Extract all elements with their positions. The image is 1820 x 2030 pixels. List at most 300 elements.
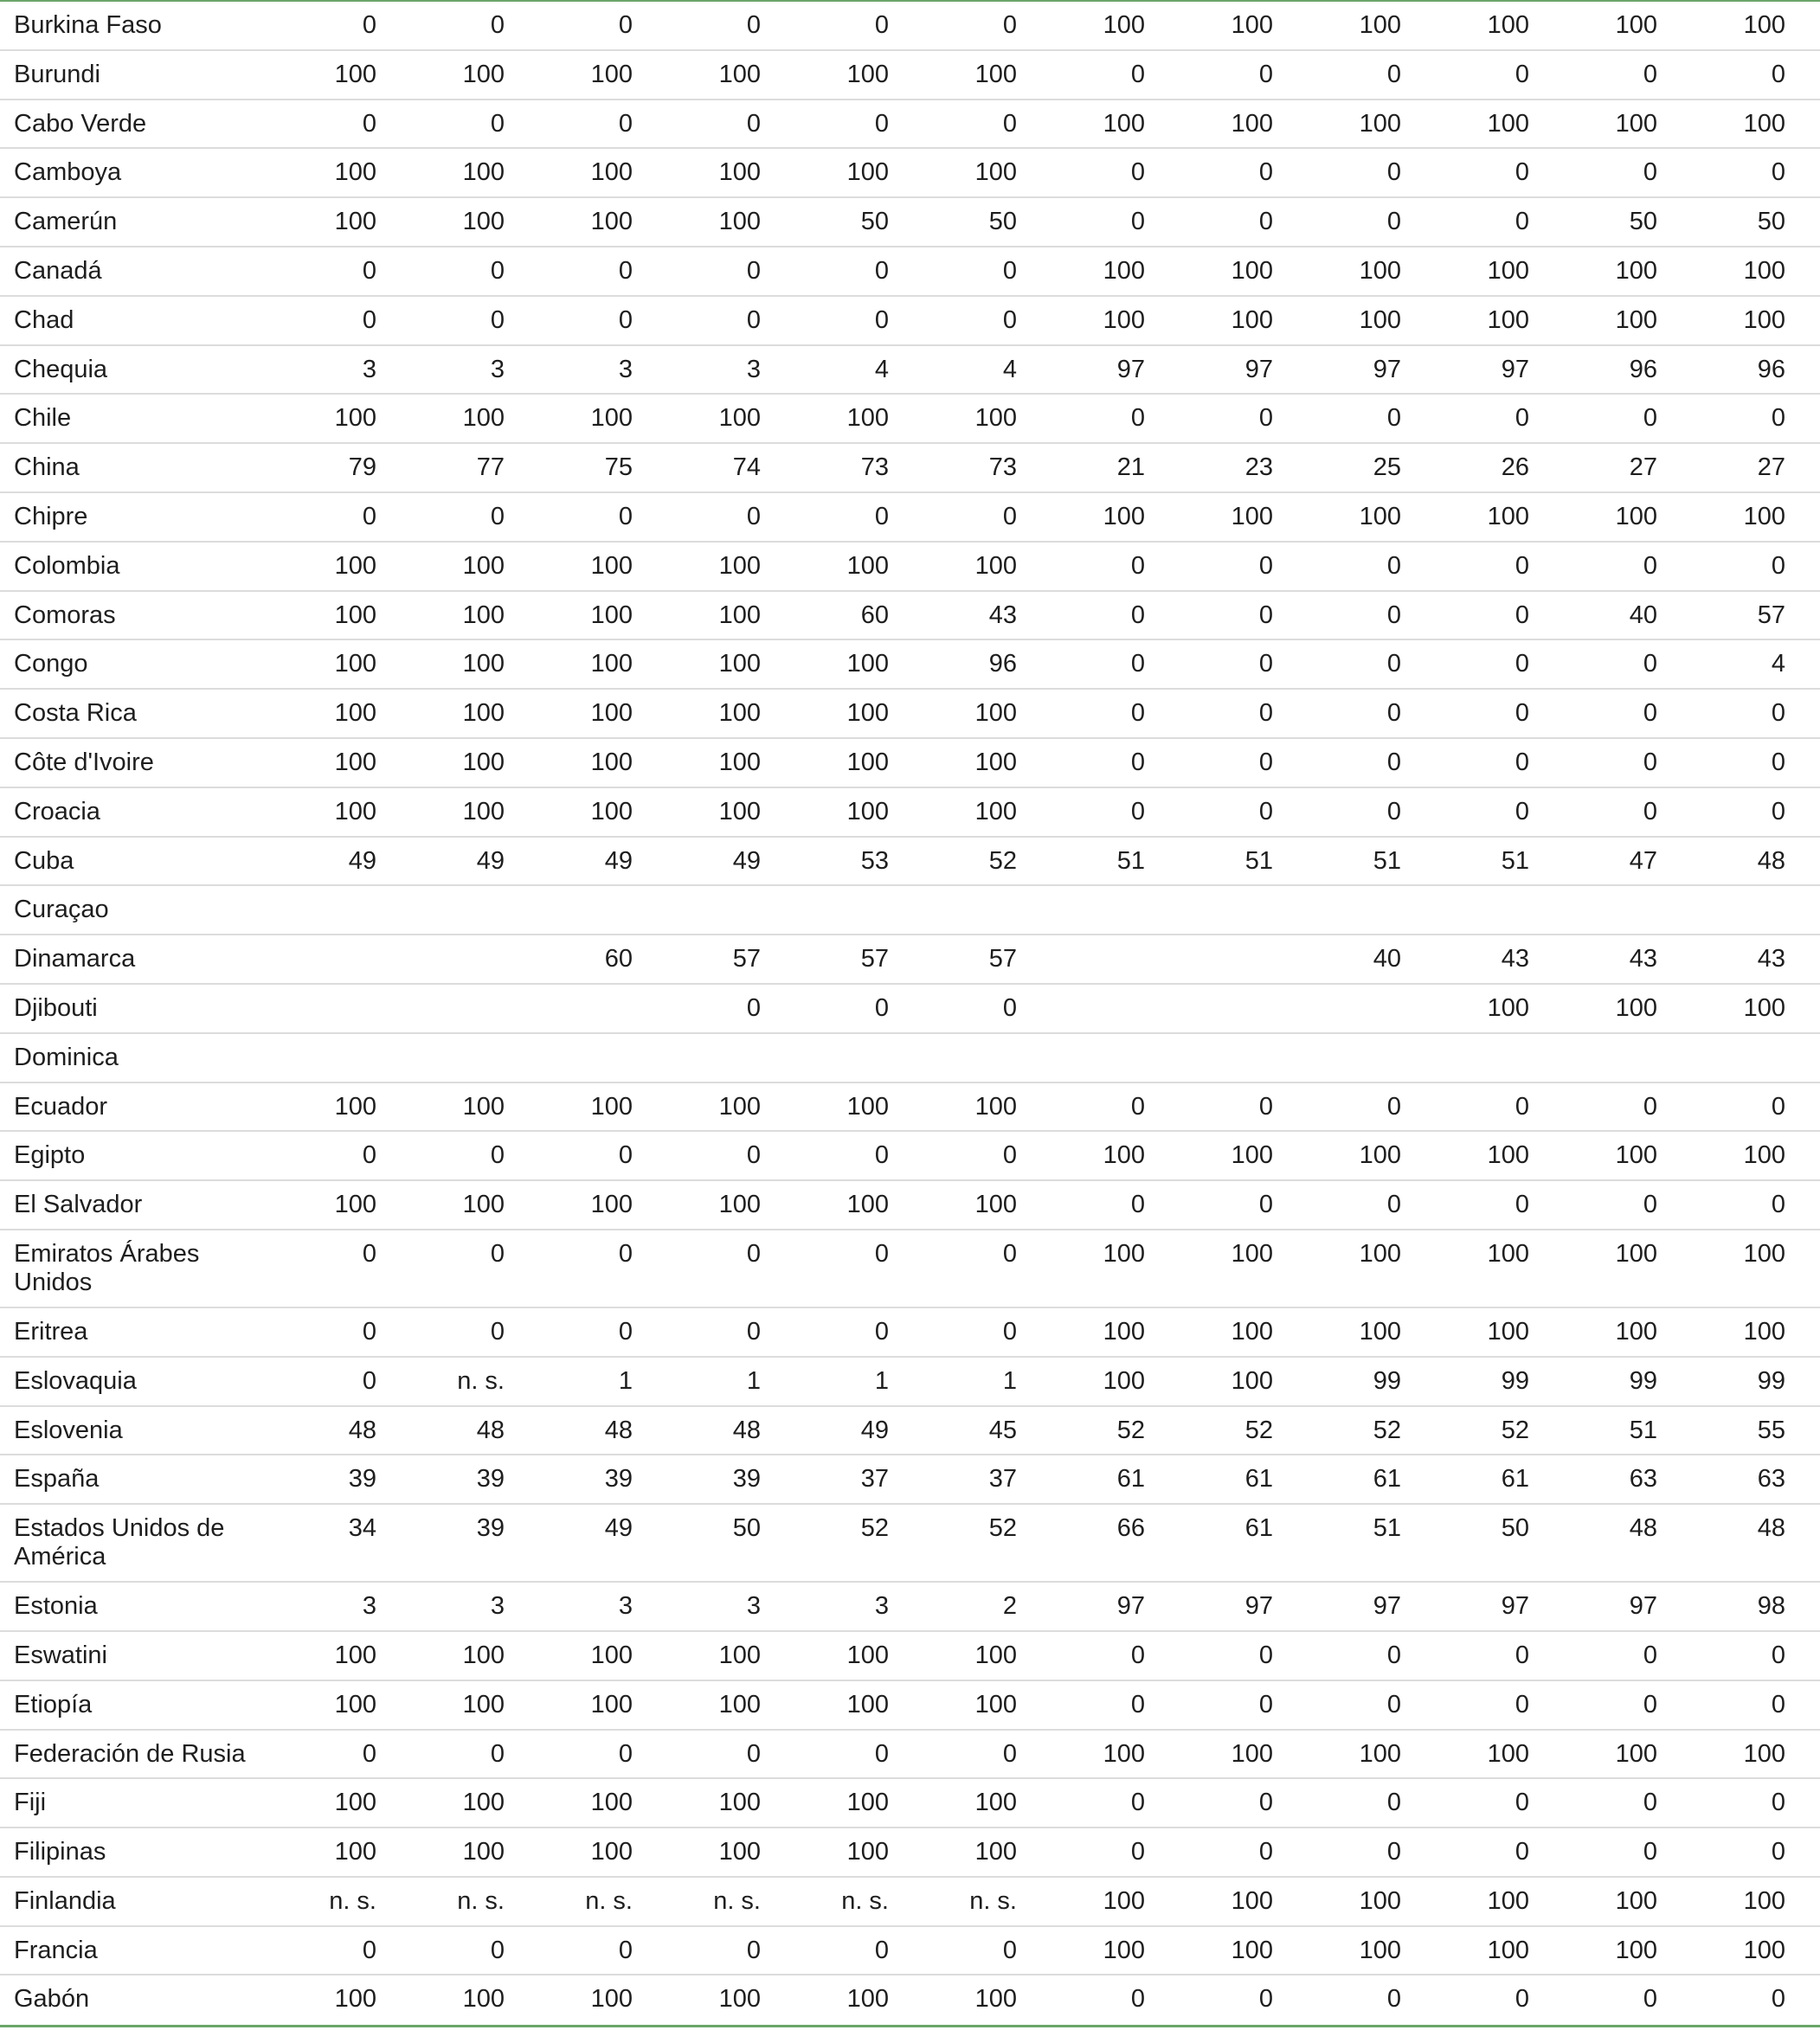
value-cell: 0 [874, 109, 889, 138]
value-cell: 0 [1386, 1191, 1401, 1219]
value-cell: 0 [1386, 60, 1401, 88]
value-cell: 99 [1629, 1366, 1657, 1395]
value-cell: 100 [1615, 256, 1657, 285]
value-cell: 60 [860, 601, 889, 629]
value-cell: 0 [1771, 1092, 1785, 1121]
value-cell: 50 [1501, 1514, 1529, 1543]
value-cell: 0 [1515, 1838, 1529, 1866]
value-cell: 61 [1501, 1465, 1529, 1494]
value-cell: 0 [1258, 1092, 1273, 1121]
value-cell: 100 [462, 551, 505, 580]
value-cell: 48 [1757, 1514, 1785, 1543]
value-cell: 0 [874, 1141, 889, 1170]
value-cell: 100 [1487, 1141, 1529, 1170]
country-name: Dominica [14, 1043, 119, 1071]
country-name: Camboya [14, 158, 122, 187]
value-cell: 100 [334, 748, 376, 776]
value-cell: 100 [846, 797, 889, 825]
value-cell: 100 [334, 404, 376, 433]
table-row [0, 838, 1820, 887]
value-cell: 0 [362, 502, 376, 530]
table-row [0, 2, 1820, 51]
value-cell: 0 [1130, 1191, 1145, 1219]
value-cell [891, 886, 1019, 896]
value-cell: 3 [490, 1592, 505, 1621]
value-cell: 100 [334, 601, 376, 629]
value-cell [1660, 1034, 1788, 1044]
value-cell: 0 [490, 256, 505, 285]
value-cell: 100 [1487, 1886, 1529, 1915]
value-cell: 100 [462, 601, 505, 629]
value-cell: 0 [1771, 60, 1785, 88]
value-cell: 100 [334, 158, 376, 187]
country-name: Chipre [14, 502, 88, 530]
value-cell: 100 [1231, 1317, 1273, 1346]
value-cell [1532, 886, 1660, 896]
value-cell: 0 [746, 1317, 761, 1346]
value-cell: 0 [618, 305, 633, 334]
value-cell: 0 [362, 1141, 376, 1170]
value-cell: 0 [874, 256, 889, 285]
value-cell: 0 [746, 1239, 761, 1268]
value-cell: 97 [1501, 355, 1529, 383]
value-cell: 75 [604, 453, 633, 482]
value-cell [1019, 1034, 1148, 1044]
value-cell: 100 [462, 1838, 505, 1866]
value-cell: 0 [874, 993, 889, 1022]
value-cell: 39 [476, 1514, 505, 1543]
value-cell: 51 [1373, 846, 1401, 875]
table-row [0, 1878, 1820, 1927]
value-cell: n. s. [713, 1886, 761, 1915]
value-cell: 3 [618, 355, 633, 383]
value-cell: 51 [1629, 1416, 1657, 1444]
value-cell: 96 [1629, 355, 1657, 383]
value-cell: 100 [974, 1838, 1017, 1866]
country-name: Estonia [14, 1592, 98, 1621]
value-cell: 100 [846, 699, 889, 728]
value-cell: 51 [1244, 846, 1273, 875]
value-cell: 0 [1130, 1641, 1145, 1669]
value-cell: 48 [348, 1416, 376, 1444]
value-cell: 48 [476, 1416, 505, 1444]
value-cell: 100 [462, 404, 505, 433]
value-cell: 98 [1757, 1592, 1785, 1621]
value-cell: 100 [1487, 1739, 1529, 1768]
value-cell: 100 [1487, 1317, 1529, 1346]
country-name: Congo [14, 650, 88, 678]
value-cell: 0 [362, 1366, 376, 1395]
table-row [0, 985, 1820, 1034]
value-cell: 0 [746, 305, 761, 334]
value-cell: 0 [1771, 1191, 1785, 1219]
value-cell: 0 [1515, 1641, 1529, 1669]
value-cell: 40 [1629, 601, 1657, 629]
value-cell: 40 [1373, 945, 1401, 973]
value-cell: 0 [1771, 1985, 1785, 2014]
value-cell: 100 [1359, 305, 1401, 334]
value-cell: 61 [1244, 1465, 1273, 1494]
country-name: Chile [14, 404, 72, 433]
value-cell: 63 [1629, 1465, 1657, 1494]
country-name: Côte d'Ivoire [14, 748, 154, 776]
value-cell: 45 [988, 1416, 1017, 1444]
value-cell: 100 [334, 1191, 376, 1219]
value-cell [251, 985, 379, 994]
country-name: Canadá [14, 256, 102, 285]
value-cell: 0 [1771, 748, 1785, 776]
value-cell: 61 [1373, 1465, 1401, 1494]
value-cell: 100 [1359, 1317, 1401, 1346]
value-cell: 99 [1501, 1366, 1529, 1395]
value-cell: 0 [490, 305, 505, 334]
value-cell: 51 [1501, 846, 1529, 875]
value-cell: 100 [1231, 11, 1273, 39]
value-cell: 73 [988, 453, 1017, 482]
value-cell: 100 [462, 1690, 505, 1718]
value-cell: 100 [1359, 1739, 1401, 1768]
value-cell: 100 [1615, 11, 1657, 39]
value-cell: 77 [476, 453, 505, 482]
table-row [0, 346, 1820, 395]
value-cell: 100 [462, 1789, 505, 1817]
value-cell: 0 [1515, 1690, 1529, 1718]
country-name: Emiratos Árabes Unidos [14, 1239, 200, 1296]
value-cell: 0 [1258, 208, 1273, 236]
value-cell: 100 [974, 1789, 1017, 1817]
value-cell: 100 [1615, 993, 1657, 1022]
value-cell: 100 [1359, 109, 1401, 138]
value-cell: 0 [1258, 158, 1273, 187]
value-cell: 48 [1629, 1514, 1657, 1543]
value-cell: 0 [746, 11, 761, 39]
value-cell: 43 [1757, 945, 1785, 973]
value-cell: 100 [846, 748, 889, 776]
value-cell: 100 [1103, 1366, 1145, 1395]
value-cell: 0 [1771, 1641, 1785, 1669]
value-cell [251, 935, 379, 945]
country-name: Croacia [14, 797, 100, 825]
value-cell: 0 [1386, 1690, 1401, 1718]
table-row [0, 1975, 1820, 2025]
value-cell: 52 [1373, 1416, 1401, 1444]
value-cell: 0 [1771, 1838, 1785, 1866]
value-cell: 100 [590, 60, 633, 88]
value-cell: 0 [362, 1239, 376, 1268]
value-cell: 0 [1643, 1191, 1657, 1219]
value-cell: 100 [1487, 11, 1529, 39]
table-row [0, 1181, 1820, 1230]
value-cell: 100 [1487, 109, 1529, 138]
table-row [0, 100, 1820, 150]
value-cell: 100 [1615, 1239, 1657, 1268]
value-cell: 0 [746, 502, 761, 530]
value-cell: 100 [1487, 502, 1529, 530]
value-cell: 0 [362, 256, 376, 285]
table-row [0, 1132, 1820, 1181]
value-cell: 23 [1244, 453, 1273, 482]
value-cell: 0 [1002, 1317, 1017, 1346]
value-cell [1148, 1034, 1276, 1044]
value-cell: 100 [334, 551, 376, 580]
value-cell: 39 [348, 1465, 376, 1494]
value-cell: 100 [1487, 993, 1529, 1022]
value-cell: 100 [1231, 1141, 1273, 1170]
value-cell: 0 [1002, 993, 1017, 1022]
value-cell: 100 [1743, 993, 1785, 1022]
value-cell [763, 886, 891, 896]
value-cell: 100 [1103, 1141, 1145, 1170]
value-cell: 0 [618, 1239, 633, 1268]
value-cell: 100 [1359, 1886, 1401, 1915]
value-cell: 0 [1130, 1092, 1145, 1121]
value-cell: 0 [1258, 60, 1273, 88]
value-cell: 25 [1373, 453, 1401, 482]
value-cell: 0 [1258, 1985, 1273, 2014]
value-cell: 100 [590, 1985, 633, 2014]
value-cell: 0 [1643, 699, 1657, 728]
value-cell: 100 [1743, 1739, 1785, 1768]
value-cell: 0 [1643, 1092, 1657, 1121]
value-cell: 0 [1258, 1641, 1273, 1669]
value-cell: 100 [334, 1838, 376, 1866]
value-cell: 100 [974, 404, 1017, 433]
value-cell: 0 [1515, 551, 1529, 580]
value-cell: 0 [1386, 699, 1401, 728]
value-cell: 3 [618, 1592, 633, 1621]
country-name: Costa Rica [14, 699, 137, 728]
table-row [0, 1779, 1820, 1828]
value-cell: 100 [846, 158, 889, 187]
table-row [0, 935, 1820, 985]
value-cell [379, 985, 507, 994]
value-cell: 100 [1359, 11, 1401, 39]
value-cell [251, 886, 379, 896]
value-cell [1148, 886, 1276, 896]
value-cell: 0 [1130, 208, 1145, 236]
value-cell: 100 [1743, 1141, 1785, 1170]
value-cell: 0 [1130, 158, 1145, 187]
value-cell: 100 [1103, 1739, 1145, 1768]
value-cell: 100 [334, 1092, 376, 1121]
value-cell: 100 [590, 1690, 633, 1718]
value-cell: 0 [1386, 551, 1401, 580]
value-cell [1019, 886, 1148, 896]
value-cell: 100 [1743, 502, 1785, 530]
table-row [0, 640, 1820, 690]
value-cell: 34 [348, 1514, 376, 1543]
table-row [0, 1407, 1820, 1456]
value-cell: 100 [1487, 305, 1529, 334]
value-cell: 0 [1130, 1838, 1145, 1866]
value-cell: 0 [1515, 1092, 1529, 1121]
country-name: Eswatini [14, 1641, 107, 1669]
value-cell [1148, 935, 1276, 945]
value-cell: 0 [1130, 1789, 1145, 1817]
value-cell: 0 [1130, 60, 1145, 88]
value-cell: 100 [590, 404, 633, 433]
value-cell: 0 [1643, 551, 1657, 580]
value-cell: 39 [732, 1465, 761, 1494]
value-cell: 100 [718, 601, 761, 629]
value-cell: 0 [1130, 551, 1145, 580]
value-cell: 100 [718, 404, 761, 433]
value-cell: 100 [974, 1191, 1017, 1219]
value-cell: 100 [974, 1641, 1017, 1669]
value-cell: 51 [1116, 846, 1145, 875]
value-cell: 48 [1757, 846, 1785, 875]
value-cell: 0 [874, 502, 889, 530]
value-cell: 0 [362, 109, 376, 138]
value-cell: 96 [988, 650, 1017, 678]
country-name: Cuba [14, 846, 74, 875]
value-cell: 100 [1359, 1239, 1401, 1268]
value-cell: 100 [334, 1985, 376, 2014]
value-cell: 0 [1771, 158, 1785, 187]
value-cell: 0 [1515, 60, 1529, 88]
value-cell [1660, 886, 1788, 896]
value-cell: 39 [604, 1465, 633, 1494]
table-row [0, 493, 1820, 543]
value-cell: 27 [1757, 453, 1785, 482]
value-cell: 0 [1643, 1838, 1657, 1866]
value-cell: 100 [1103, 109, 1145, 138]
value-cell: 100 [334, 60, 376, 88]
value-cell: 100 [590, 158, 633, 187]
country-name: Colombia [14, 551, 120, 580]
table-row [0, 1034, 1820, 1083]
value-cell: 100 [1103, 502, 1145, 530]
table-row [0, 1927, 1820, 1976]
value-cell: 50 [1629, 208, 1657, 236]
value-cell: 0 [1002, 109, 1017, 138]
value-cell: 0 [1515, 1191, 1529, 1219]
value-cell: 57 [988, 945, 1017, 973]
country-name: Cabo Verde [14, 109, 147, 138]
value-cell: 43 [988, 601, 1017, 629]
table-row [0, 1083, 1820, 1133]
value-cell: 37 [860, 1465, 889, 1494]
value-cell: 0 [1515, 601, 1529, 629]
country-name: Estados Unidos de América [14, 1514, 225, 1571]
value-cell: 100 [1615, 1886, 1657, 1915]
value-cell: 48 [732, 1416, 761, 1444]
value-cell [379, 935, 507, 945]
value-cell: 100 [1615, 1141, 1657, 1170]
value-cell [251, 1034, 379, 1044]
value-cell: 100 [590, 650, 633, 678]
value-cell: 100 [1615, 109, 1657, 138]
country-name: El Salvador [14, 1191, 143, 1219]
table-row [0, 592, 1820, 641]
value-cell: 0 [1643, 650, 1657, 678]
value-cell: 0 [618, 1317, 633, 1346]
value-cell: 0 [1258, 1838, 1273, 1866]
value-cell: 100 [590, 797, 633, 825]
table-row [0, 1455, 1820, 1505]
value-cell: 50 [1757, 208, 1785, 236]
value-cell: n. s. [329, 1886, 376, 1915]
value-cell: 97 [1116, 1592, 1145, 1621]
value-cell: 100 [1103, 1239, 1145, 1268]
country-name: Eslovaquia [14, 1366, 137, 1395]
value-cell: n. s. [457, 1886, 505, 1915]
table-row [0, 247, 1820, 297]
value-cell: 100 [1103, 1886, 1145, 1915]
country-name: Ecuador [14, 1092, 108, 1121]
value-cell: 0 [1002, 1936, 1017, 1964]
value-cell: 0 [1643, 1641, 1657, 1669]
value-cell: 100 [718, 650, 761, 678]
table-row [0, 1583, 1820, 1632]
value-cell: 79 [348, 453, 376, 482]
value-cell: 99 [1373, 1366, 1401, 1395]
value-cell: 52 [988, 846, 1017, 875]
value-cell: 100 [1615, 1739, 1657, 1768]
value-cell: 100 [590, 208, 633, 236]
value-cell: 100 [1103, 11, 1145, 39]
value-cell: 74 [732, 453, 761, 482]
value-cell: 0 [1130, 797, 1145, 825]
table-row [0, 788, 1820, 838]
value-cell: 100 [590, 748, 633, 776]
value-cell: 0 [874, 1239, 889, 1268]
value-cell: 0 [1002, 1739, 1017, 1768]
value-cell: 0 [746, 1739, 761, 1768]
value-cell: 0 [746, 993, 761, 1022]
value-cell: 61 [1244, 1514, 1273, 1543]
value-cell: 0 [1258, 601, 1273, 629]
value-cell: 0 [1386, 797, 1401, 825]
table-row [0, 1731, 1820, 1780]
value-cell: 97 [1244, 355, 1273, 383]
value-cell: 37 [988, 1465, 1017, 1494]
value-cell: 100 [718, 551, 761, 580]
value-cell: 0 [1515, 797, 1529, 825]
value-cell: 1 [874, 1366, 889, 1395]
value-cell: 57 [1757, 601, 1785, 629]
value-cell: 100 [846, 1985, 889, 2014]
value-cell: 97 [1244, 1592, 1273, 1621]
value-cell: 0 [1386, 158, 1401, 187]
country-name: Curaçao [14, 896, 109, 924]
table-row [0, 51, 1820, 100]
value-cell: 0 [1771, 797, 1785, 825]
value-cell: 100 [590, 1838, 633, 1866]
value-cell: 0 [1258, 1191, 1273, 1219]
value-cell: 100 [590, 1092, 633, 1121]
value-cell: 0 [618, 1739, 633, 1768]
value-cell: 100 [974, 60, 1017, 88]
value-cell: 2 [1002, 1592, 1017, 1621]
table-row [0, 297, 1820, 346]
value-cell [1276, 886, 1404, 896]
country-name: España [14, 1465, 100, 1494]
value-cell: 100 [462, 1641, 505, 1669]
value-cell: 26 [1501, 453, 1529, 482]
value-cell: 97 [1501, 1592, 1529, 1621]
value-cell [1019, 985, 1148, 994]
table-row [0, 1230, 1820, 1308]
value-cell: 0 [618, 1141, 633, 1170]
country-name: Eritrea [14, 1317, 88, 1346]
value-cell: 0 [618, 109, 633, 138]
value-cell: 0 [1130, 601, 1145, 629]
value-cell: 52 [860, 1514, 889, 1543]
value-cell: 97 [1629, 1592, 1657, 1621]
value-cell: 61 [1116, 1465, 1145, 1494]
value-cell: 0 [1771, 551, 1785, 580]
